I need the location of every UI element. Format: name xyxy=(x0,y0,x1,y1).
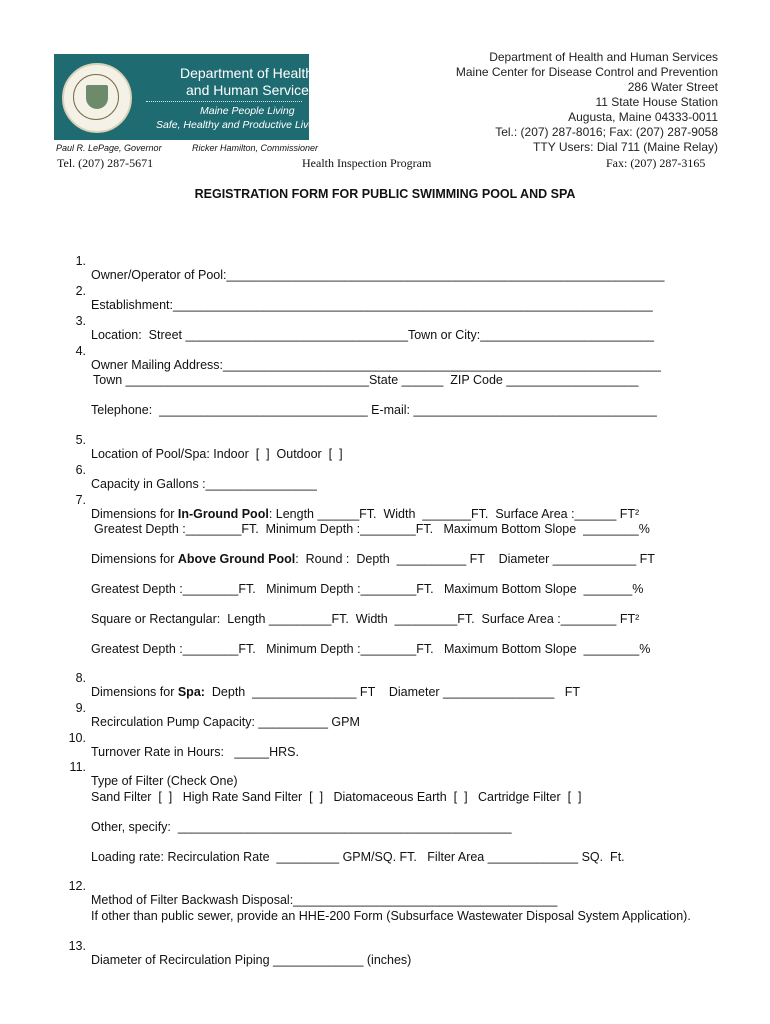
question-4-phone xyxy=(0,389,657,417)
spa-dimensions-field[interactable]: Dimensions for Spa: Depth _______________ FT Diameter ________________ FT xyxy=(91,685,580,699)
question-number: 1. xyxy=(75,254,86,268)
logo-title-line1: Department of Health xyxy=(180,65,314,81)
dhhs-logo xyxy=(54,54,320,140)
pump-capacity-field[interactable]: Recirculation Pump Capacity: __________ GPM xyxy=(91,715,360,729)
rectangular-depth-field[interactable]: Greatest Depth :________FT. Minimum Depth :________FT. Maximum Bottom Slope ________% xyxy=(91,642,651,656)
location-field[interactable]: Location: Street ________________________________Town or City:_________________________ xyxy=(91,328,655,342)
rectangular-dimensions-field[interactable]: Square or Rectangular: Length _________FT. Width _________FT. Surface Area :________ FT² xyxy=(91,612,640,626)
question-number: 6. xyxy=(75,463,86,477)
filter-type-label: Type of Filter (Check One) xyxy=(91,774,238,788)
commissioner-name: Ricker Hamilton, Commissioner xyxy=(192,143,319,153)
mailing-address-field[interactable]: Owner Mailing Address:_______________________________________________________________ xyxy=(91,358,661,372)
town-state-zip-field[interactable]: Town ___________________________________State ______ ZIP Code ___________________ xyxy=(93,373,639,387)
logo-title-line2: and Human Services xyxy=(186,82,316,98)
turnover-rate-field[interactable]: Turnover Rate in Hours: _____HRS. xyxy=(91,745,299,759)
question-number: 8. xyxy=(75,671,86,685)
establishment-field[interactable]: Establishment:_____________________________________________________________________ xyxy=(91,298,653,312)
question-number: 11. xyxy=(69,760,86,774)
question-number: 10. xyxy=(68,731,86,745)
question-7-rectangular xyxy=(0,598,640,626)
question-number: 12. xyxy=(68,879,86,893)
agency-address xyxy=(456,50,718,155)
maine-state-seal-icon xyxy=(62,63,132,133)
question-number: 4. xyxy=(75,344,86,358)
question-11-other xyxy=(0,806,512,834)
logo-tagline-1: Maine People Living xyxy=(200,105,295,117)
logo-tagline-2: Safe, Healthy and Productive Lives xyxy=(156,119,320,131)
telephone-email-field[interactable]: Telephone: ______________________________ E-mail: ___________________________________ xyxy=(91,403,657,417)
owner-operator-field[interactable]: Owner/Operator of Pool:_______________________________________________________________ xyxy=(91,268,665,282)
question-13 xyxy=(0,925,412,967)
filter-type-checkboxes[interactable]: Sand Filter [ ] High Rate Sand Filter [ ] Diatomaceous Earth [ ] Cartridge Filter [ ] xyxy=(91,790,582,804)
telephone: Tel. (207) 287-5671 xyxy=(57,156,154,170)
question-7-rectangular-depth xyxy=(0,628,651,656)
question-number: 7. xyxy=(75,493,86,507)
inground-dimensions-field[interactable]: Dimensions for In-Ground Pool: Length ______FT. Width _______FT. Surface Area :______ FT² xyxy=(91,507,640,521)
address-line: Augusta, Maine 04333-0011 xyxy=(568,110,718,124)
above-ground-dimensions-field[interactable]: Dimensions for Above Ground Pool: Round : Depth __________ FT Diameter ____________ FT xyxy=(91,552,655,566)
address-line: 11 State House Station xyxy=(595,95,718,109)
address-line: Department of Health and Human Services xyxy=(489,50,718,64)
above-ground-depth-field[interactable]: Greatest Depth :________FT. Minimum Depth :________FT. Maximum Bottom Slope _______% xyxy=(91,582,644,596)
address-line: Maine Center for Disease Control and Prevention xyxy=(455,65,718,79)
hhe-200-note: If other than public sewer, provide an HHE-200 Form (Subsurface Wastewater Disposal System Application). xyxy=(91,909,691,923)
loading-rate-field[interactable]: Loading rate: Recirculation Rate _________ GPM/SQ. FT. Filter Area _____________ SQ. Ft. xyxy=(91,850,625,864)
capacity-field[interactable]: Capacity in Gallons :________________ xyxy=(91,477,317,491)
filter-other-field[interactable]: Other, specify: ________________________________________________ xyxy=(91,820,512,834)
program-name: Health Inspection Program xyxy=(302,156,432,170)
logo-divider xyxy=(146,101,302,102)
question-7-above-ground xyxy=(0,538,655,566)
question-number: 2. xyxy=(75,284,86,298)
question-number: 5. xyxy=(75,433,86,447)
address-line: 286 Water Street xyxy=(627,80,718,94)
address-line: Tel.: (207) 287-8016; Fax: (207) 287-9058 xyxy=(495,125,718,139)
governor-name: Paul R. LePage, Governor xyxy=(56,143,162,153)
form-title: REGISTRATION FORM FOR PUBLIC SWIMMING POOL AND SPA xyxy=(194,187,576,201)
question-number: 9. xyxy=(75,701,86,715)
question-7-above-ground-depth xyxy=(0,568,644,596)
pool-location-checkboxes[interactable]: Location of Pool/Spa: Indoor [ ] Outdoor [ ] xyxy=(91,447,343,461)
address-line: TTY Users: Dial 711 (Maine Relay) xyxy=(533,140,718,154)
question-11-loading xyxy=(0,836,625,864)
question-number: 3. xyxy=(75,314,86,328)
inground-depth-field[interactable]: Greatest Depth :________FT. Minimum Depth :________FT. Maximum Bottom Slope ________% xyxy=(94,522,650,536)
backwash-disposal-field[interactable]: Method of Filter Backwash Disposal:______________________________________ xyxy=(91,893,558,907)
piping-diameter-field[interactable]: Diameter of Recirculation Piping _____________ (inches) xyxy=(91,953,412,967)
fax: Fax: (207) 287-3165 xyxy=(606,156,706,170)
question-number: 13. xyxy=(68,939,86,953)
